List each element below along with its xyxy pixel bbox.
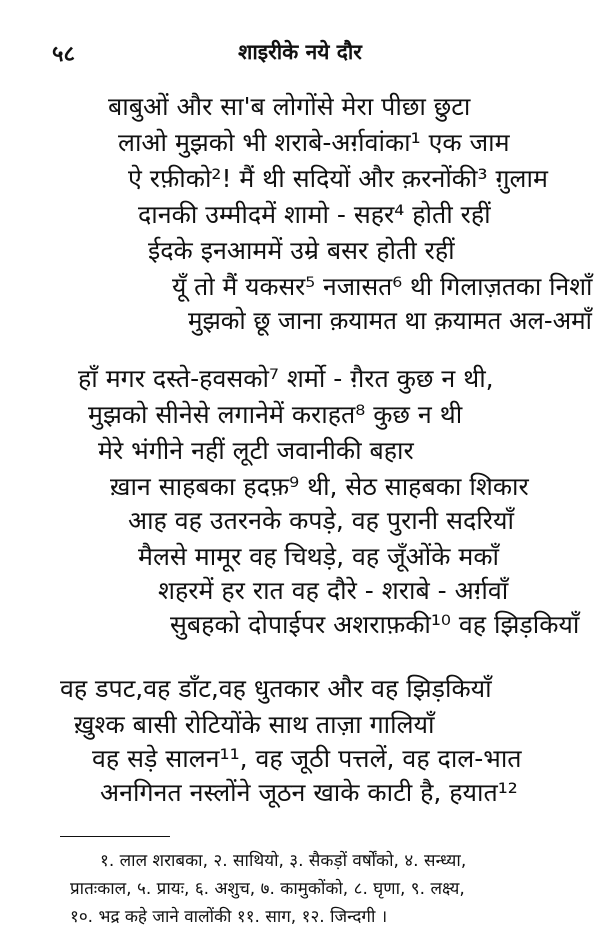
- verse-line: मेरे भंगीने नहीं लूटी जवानीकी बहार: [98, 436, 414, 465]
- verse-line: मुझको सीनेसे लगानेमें कराहत⁸ कुछ न थी: [88, 400, 463, 429]
- verse-line: मैलसे मामूर वह चिथड़े, वह जूँओंके मकाँ: [138, 542, 500, 571]
- page-number: ५८: [52, 42, 75, 67]
- verse-line: ख़ान साहबका हदफ़⁹ थी, सेठ साहबका शिकार: [110, 472, 529, 501]
- verse-line: दानकी उम्मीदमें शामो - सहर⁴ होती रहीं: [138, 200, 491, 229]
- verse-line: वह डपट,वह डाँट,वह धुतकार और वह झिड़कियाँ: [60, 674, 492, 703]
- verse-line: अनगिनत नस्लोंने जूठन खाके काटी है, हयात¹²: [100, 778, 518, 807]
- footnote-line: प्रातःकाल, ५. प्रायः, ६. अशुच, ७. कामुकोंको, ८. घृणा, ९. लक्ष्य,: [70, 879, 465, 899]
- verse-line: बाबुओं और सा'ब लोगोंसे मेरा पीछा छुटा: [108, 92, 471, 121]
- verse-line: मुझको छू जाना क़यामत था क़यामत अल-अमाँ: [188, 306, 592, 335]
- verse-line: आह वह उतरनके कपड़े, वह पुरानी सदरियाँ: [128, 506, 514, 535]
- verse-line: लाओ मुझको भी शराबे-अर्ग़वांका¹ एक जाम: [118, 128, 510, 157]
- verse-line: यूँ तो मैं यकसर⁵ नजासत⁶ थी गिलाज़तका निशाँ: [172, 272, 593, 301]
- verse-line: ख़ुश्क बासी रोटियोंके साथ ताज़ा गालियाँ: [74, 710, 435, 739]
- verse-line: ईदके इनआममें उम्रे बसर होती रहीं: [148, 236, 455, 265]
- footnote-divider: [60, 836, 170, 837]
- footnote-line: १. लाल शराबका, २. साथियो, ३. सैकड़ों वर्षोंको, ४. सन्ध्या,: [100, 851, 467, 871]
- verse-line: हाँ मगर दस्ते-हवसको⁷ शर्मो - ग़ैरत कुछ न थी,: [78, 364, 494, 393]
- footnote-line: १०. भद्र कहे जाने वालोंकी ११. साग, १२. जिन्दगी ।: [70, 907, 388, 927]
- running-title: शाइरीके नये दौर: [238, 40, 362, 64]
- verse-line: सुबहको दोपाईपर अशराफ़की¹⁰ वह झिड़कियाँ: [170, 610, 580, 639]
- verse-line: शहरमें हर रात वह दौरे - शराबे - अर्ग़वाँ: [158, 576, 509, 605]
- verse-line: वह सड़े सालन¹¹, वह जूठी पत्तलें, वह दाल-भात: [92, 744, 522, 773]
- page-header: [0, 38, 600, 68]
- verse-line: ऐ रफ़ीको²! मैं थी सदियों और क़रनोंकी³ ग़ुलाम: [128, 164, 548, 193]
